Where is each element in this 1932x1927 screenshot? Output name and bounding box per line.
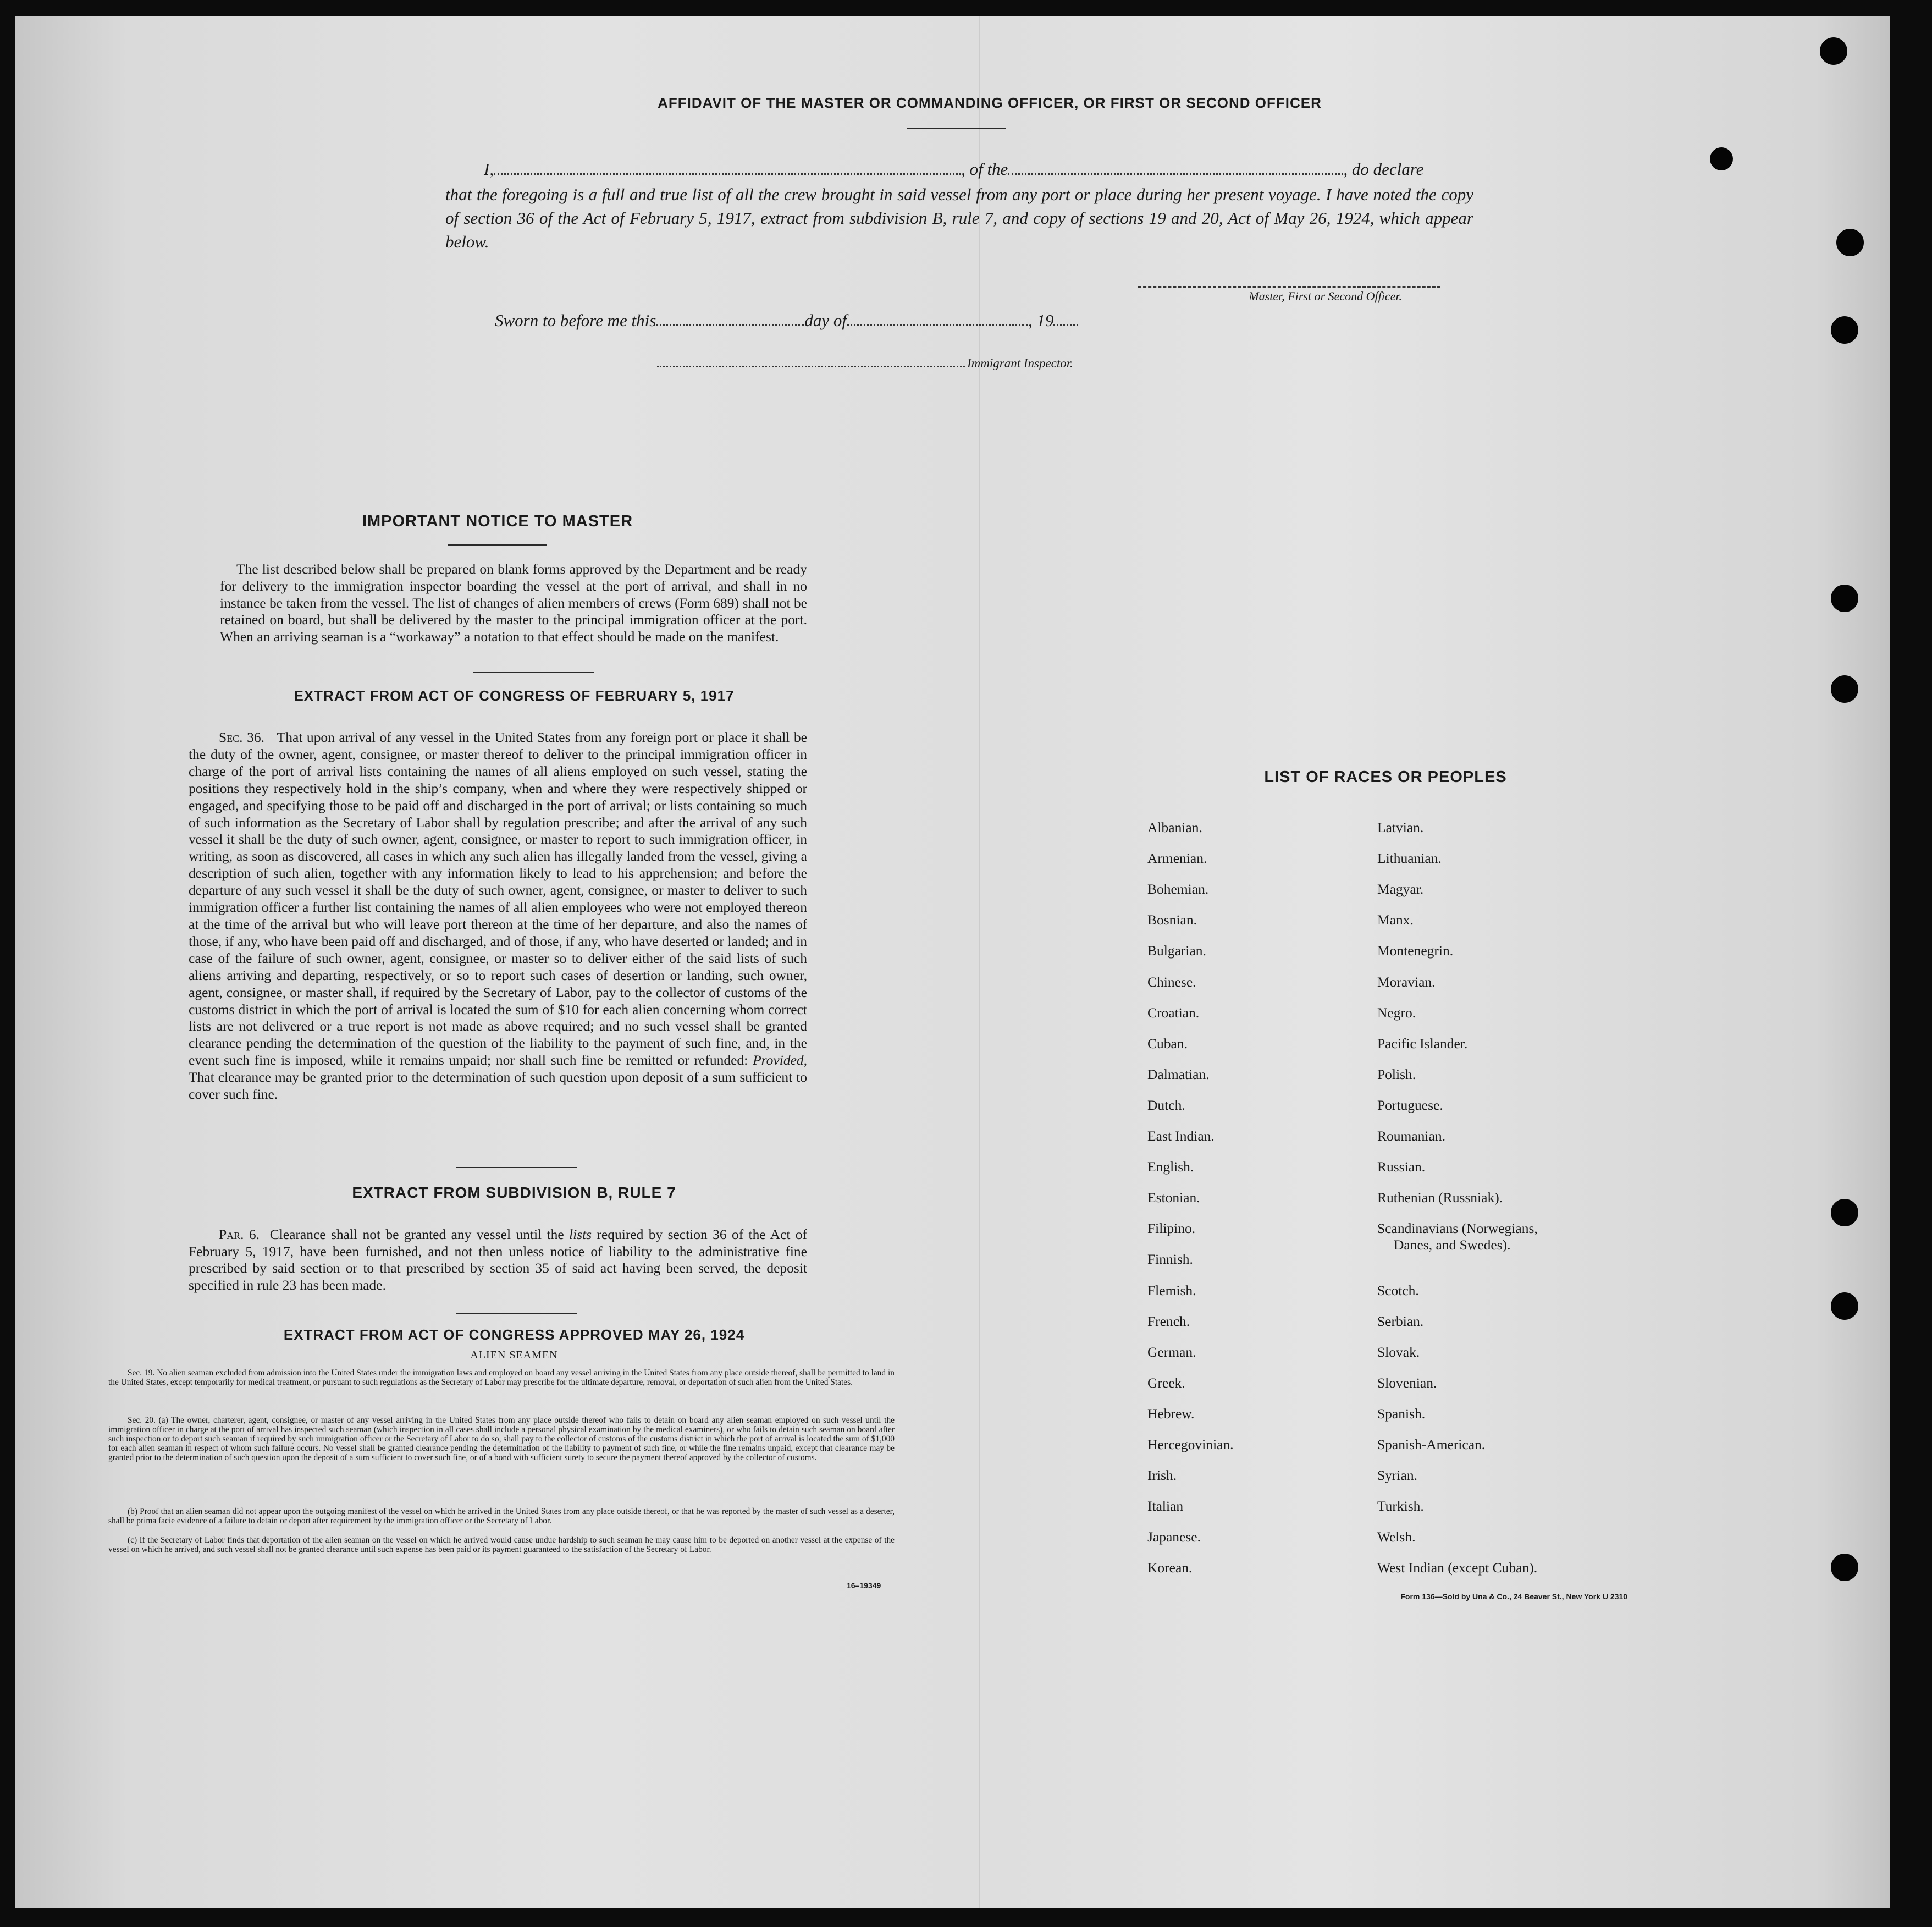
punch-hole (1831, 316, 1858, 344)
section-20c-text: (c) If the Secretary of Labor finds that deportation of the alien seaman on the vessel on which he arrived would cause undue hardship to such seaman he may cause him to be deported on another vessel at the expense of the vessel on which he arrived, and such vessel shall not be granted clearance until such expense has been paid or its payment guaranteed to the satisfaction of the Secretary of Labor. (108, 1535, 895, 1555)
section-36-text (189, 729, 807, 1103)
section-20b-text: (b) Proof that an alien seaman did not appear upon the outgoing manifest of the vessel on which he arrived in the United States from any place outside thereof, or that he was reported by the master of such vessel as a deserter, shall be prima facie evidence of a failure to detain or deport after requirement by the immigration officer or the Secretary of Labor. (108, 1507, 895, 1526)
race-item: Magyar. (1377, 881, 1424, 898)
race-item: Armenian. (1147, 850, 1207, 867)
punch-hole (1836, 229, 1864, 256)
race-item: Latvian. (1377, 819, 1424, 835)
race-item: Bohemian. (1147, 881, 1209, 898)
affidavit-title: AFFIDAVIT OF THE MASTER OR COMMANDING OFFICER, OR FIRST OR SECOND OFFICER (658, 95, 1322, 111)
title-rule (907, 128, 1006, 129)
paragraph-6-text (189, 1226, 807, 1294)
inspector-label: Immigrant Inspector. (967, 356, 1073, 370)
race-item: Dutch. (1147, 1097, 1185, 1113)
inspector-blank (657, 366, 965, 367)
year-blank (1053, 324, 1078, 326)
affidavit-body: that the foregoing is a full and true list of all the crew brought in said vessel from any port or place during her present voyage. I have noted the copy of section 36 of the Act of February 5, 1917, extract from subdivision B, rule 7, and copy of sections 19 and 20, Act of May 26, 1924, which appear below. (445, 185, 1473, 251)
vessel-blank (1008, 173, 1343, 175)
paragraph-6-label: Par. 6. (219, 1226, 260, 1242)
sworn-prefix: Sworn to before me this (495, 311, 656, 330)
race-item: Slovak. (1377, 1344, 1420, 1360)
race-item: Korean. (1147, 1560, 1193, 1576)
provided-word: Provided, (753, 1052, 808, 1069)
race-item: Polish. (1377, 1066, 1416, 1082)
divider (473, 672, 594, 673)
race-item: Flemish. (1147, 1282, 1196, 1298)
race-item: Filipino. (1147, 1220, 1196, 1237)
sworn-day-of: day of (804, 311, 847, 330)
race-item: Negro. (1377, 1004, 1416, 1021)
notice-title: IMPORTANT NOTICE TO MASTER (362, 513, 633, 530)
race-item: Chinese. (1147, 973, 1196, 990)
race-item: Irish. (1147, 1467, 1177, 1484)
punch-hole (1831, 1199, 1858, 1226)
notice-body: The list described below shall be prepared on blank forms approved by the Department and be ready for delivery to the immigration inspector boarding the vessel at the port of arrival, and shall in no instance be taken from the vessel. The list of changes of alien members of crews (Form 689) shall not be retained on board, but shall be delivered by the master to the principal immigration officer at the port. When an arriving seaman is a “workaway” a notation to that effect should be made on the manifest. (220, 561, 807, 645)
race-item: Bulgarian. (1147, 943, 1206, 959)
race-item: Cuban. (1147, 1035, 1188, 1051)
race-item: French. (1147, 1313, 1190, 1329)
race-item: Moravian. (1377, 973, 1436, 990)
race-item: German. (1147, 1344, 1196, 1360)
race-item: Albanian. (1147, 819, 1202, 835)
section-36-body: That upon arrival of any vessel in the United States from any foreign port or place it shall be the duty of the owner, agent, consignee, or master thereof to deliver to the principal immigration officer in charge of the port of arrival lists containing the names of all aliens employed on such vessel, stating the positions they respectively hold in the ship’s company, when and where they were respectively shipped or engaged, and specifying those to be paid off and discharged in the port of arrival; or lists containing so much of such information as the Secretary of Labor shall by regulation prescribe; and after the arrival of any such vessel it shall be the duty of such owner, agent, consignee, or master to report to such immigration officer, in writing, as soon as discovered, all cases in which any such alien has illegally landed from the vessel, giving a description of such alien, together with any information likely to lead to his apprehension; and before the departure of any such vessel it shall be the duty of such owner, agent, consignee, or master to deliver to such immigration officer a further list containing the names of all alien employees who were not employed thereon at the time of the arrival but who will leave port thereon at the time of her departure, and also the names of those, if any, who have been paid off and discharged, and of those, if any, who have deserted or landed; and in case of the failure of such owner, agent, consignee, or master so to deliver either of the said lists of such aliens arriving and departing, respectively, or so to report such cases of desertion or landing, such owner, agent, consignee, or master shall, if required by the Secretary of Labor, pay to the collector of customs of the customs district in which the port of arrival is located the sum of $10 for each alien concerning whom correct lists are not delivered or a true report is not made as above required; and no such vessel shall be granted clearance pending the determination of the question of the liability to the payment of such fine, and, in the event such fine is imposed, while it remains unpaid; nor shall such fine be remitted or refunded: (189, 729, 807, 1069)
extract-1924-title: EXTRACT FROM ACT OF CONGRESS APPROVED MAY 26, 1924 (283, 1326, 745, 1343)
race-item: English. (1147, 1159, 1194, 1175)
month-blank (847, 324, 1028, 326)
notice-rule (448, 544, 547, 546)
declaration-of-the: , of the (961, 159, 1008, 179)
race-item: Japanese. (1147, 1529, 1201, 1545)
rule-7-title: EXTRACT FROM SUBDIVISION B, RULE 7 (352, 1184, 676, 1201)
race-item: Pacific Islander. (1377, 1035, 1468, 1051)
race-item: Lithuanian. (1377, 850, 1442, 867)
extract-1917-title: EXTRACT FROM ACT OF CONGRESS OF FEBRUARY 5, 1917 (294, 687, 735, 704)
alien-seamen-subtitle: ALIEN SEAMEN (470, 1349, 558, 1361)
section-20a-text: Sec. 20. (a) The owner, charterer, agent, consignee, or master of any vessel arriving in the United States from any place outside thereof who fails to detain on board any alien seaman employed on such vessel until the immigration officer in charge at the port of arrival has inspected such seaman (which inspection in all cases shall include a personal physical examination by the medical examiners), or who fails to detain such seaman on board after such inspection or to deport such seaman if required by such immigration officer or the Secretary of Labor to do so, shall pay to the collector of customs of the customs district in which the port of arrival is located the sum of $1,000 for each alien seaman in respect of whom such failure occurs. No vessel shall be granted clearance pending the determination of the liability to payment of such fine, or while the fine remains unpaid, except that clearance may be granted prior to the determination of such question upon the deposit of a sum sufficient to cover such fine, or of a bond with sufficient surety to secure the payment thereof approved by the collector of customs. (108, 1416, 895, 1463)
race-item: Croatian. (1147, 1004, 1200, 1021)
race-item: Bosnian. (1147, 912, 1197, 928)
section-36-label: Sec. 36. (219, 729, 264, 745)
race-item: Greek. (1147, 1374, 1185, 1391)
race-item: Slovenian. (1377, 1374, 1437, 1391)
paragraph-6-body-b: required by section 36 of the Act of February 5, 1917, have been furnished, and not then unless notice of liability to the administrative fine prescribed by said section or to that prescribed by section 35 of said act having been served, the deposit specified in rule 23 has been made. (189, 1226, 808, 1293)
race-item: Welsh. (1377, 1529, 1416, 1545)
declaration-i: I, (484, 159, 494, 179)
race-item: Turkish. (1377, 1498, 1424, 1515)
race-item: Spanish-American. (1377, 1436, 1486, 1452)
lists-word: lists (568, 1226, 592, 1242)
race-item: Danes, and Swedes). (1394, 1237, 1511, 1253)
punch-hole (1820, 37, 1847, 65)
race-item: Spanish. (1377, 1405, 1426, 1422)
race-item: Dalmatian. (1147, 1066, 1210, 1082)
punch-hole (1831, 1292, 1858, 1320)
affidavit-declaration-line (484, 159, 1473, 179)
inspector-line (657, 356, 1207, 371)
race-item: Serbian. (1377, 1313, 1424, 1329)
sworn-year: , 19 (1028, 311, 1054, 330)
race-item: Manx. (1377, 912, 1414, 928)
race-item: Italian (1147, 1498, 1184, 1515)
center-fold (979, 16, 980, 1908)
section-19-text: Sec. 19. No alien seaman excluded from admission into the United States under the immigration laws and employed on board any vessel arriving in the United States from any place outside thereof, shall be permitted to land in the United States, except temporarily for medical treatment, or pursuant to such regulations as the Secretary of Labor may prescribe for the ultimate departure, removal, or deportation of such alien from the United States. (108, 1368, 895, 1388)
race-item: Roumanian. (1377, 1128, 1445, 1144)
race-item: East Indian. (1147, 1128, 1215, 1144)
punch-hole (1710, 147, 1733, 170)
race-item: Scandinavians (Norwegians, (1377, 1220, 1538, 1237)
divider (456, 1313, 577, 1314)
race-item: Russian. (1377, 1159, 1426, 1175)
paragraph-6-body-a: Clearance shall not be granted any vessel until the (269, 1226, 564, 1242)
punch-hole (1831, 1554, 1858, 1581)
day-blank (656, 324, 804, 326)
declaration-declare: , do declare (1343, 159, 1424, 179)
punch-hole (1831, 675, 1858, 703)
race-item: Scotch. (1377, 1282, 1419, 1298)
race-item: West Indian (except Cuban). (1377, 1560, 1538, 1576)
form-footer: Form 136—Sold by Una & Co., 24 Beaver St., New York U 2310 (1400, 1592, 1627, 1601)
race-item: Estonian. (1147, 1190, 1200, 1206)
punch-hole (1831, 585, 1858, 612)
race-item: Ruthenian (Russniak). (1377, 1190, 1503, 1206)
race-item: Syrian. (1377, 1467, 1417, 1484)
divider (456, 1167, 577, 1168)
name-blank (494, 173, 961, 175)
race-item: Hebrew. (1147, 1405, 1195, 1422)
sworn-line (495, 311, 1155, 331)
race-item: Hercegovinian. (1147, 1436, 1234, 1452)
signature-label: Master, First or Second Officer. (1249, 289, 1402, 303)
signature-line (1138, 286, 1440, 288)
race-item: Montenegrin. (1377, 943, 1454, 959)
print-code: 16–19349 (847, 1581, 881, 1590)
race-item: Portuguese. (1377, 1097, 1443, 1113)
race-item: Finnish. (1147, 1251, 1193, 1268)
races-title: LIST OF RACES OR PEOPLES (1264, 768, 1507, 786)
section-36-end: That clearance may be granted prior to the determination of such question upon deposit of a sum sufficient to cover such fine. (189, 1069, 807, 1103)
